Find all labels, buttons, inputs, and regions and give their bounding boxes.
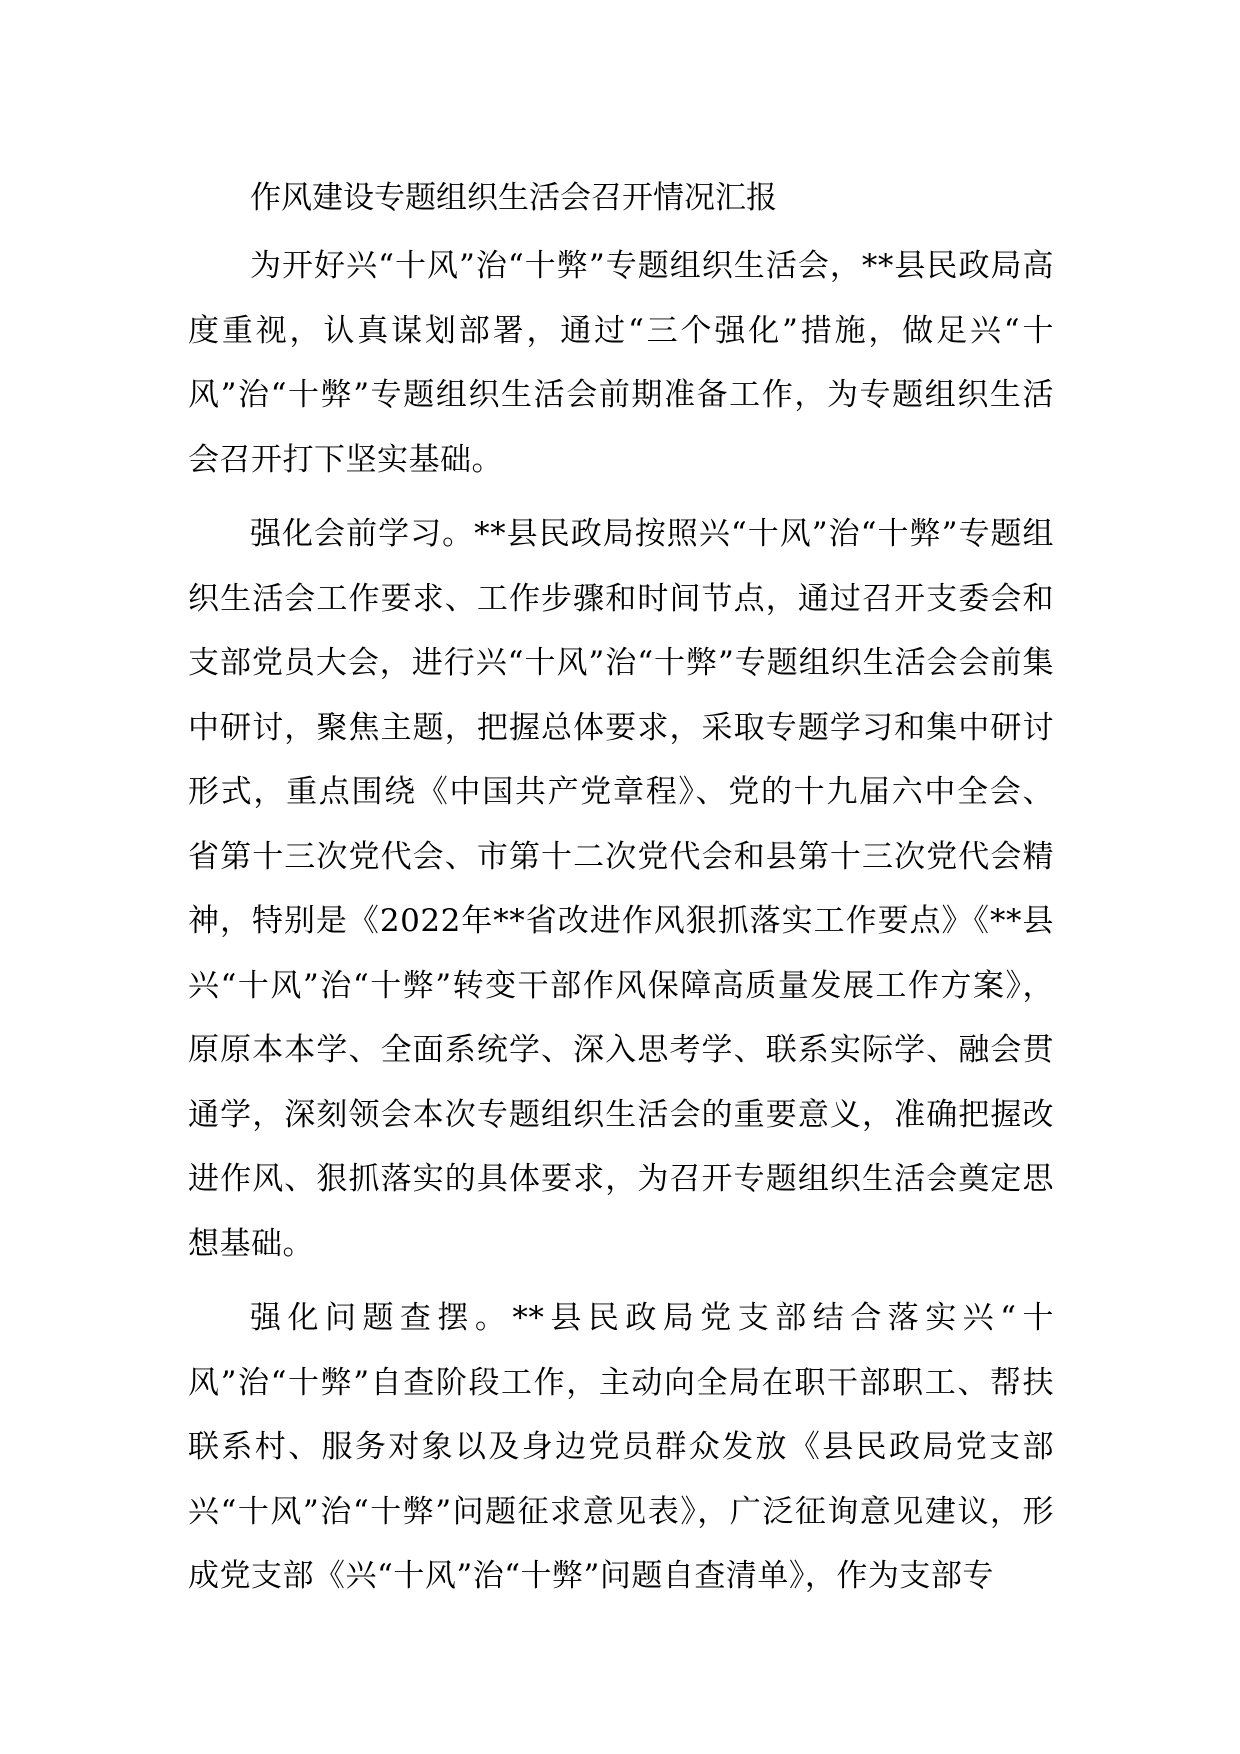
paragraph-intro: 为开好兴“十风”治“十弊”专题组织生活会，**县民政局高度重视，认真谋划部署，通过“三个强化”措施，做足兴“十风”治“十弊”专题组织生活会前期准备工作，为专题组织生活会召开打下坚实基础。	[188, 248, 1054, 478]
paragraph-study: 强化会前学习。**县民政局按照兴“十风”治“十弊”专题组织生活会工作要求、工作步骤和时间节点，通过召开支委会和支部党员大会，进行兴“十风”治“十弊”专题组织生活会会前集中研讨，聚焦主题，把握总体要求，采取专题学习和集中研讨形式，重点围绕《中国共产党章程》、党的十九届六中全会、省第十三次党代会、市第十二次党代会和县第十三次党代会精神，特别是《2022年**省改进作风狠抓落实工作要点》《**县兴“十风”治“十弊”转变干部作风保障高质量发展工作方案》，原原本本学、全面系统学、深入思考学、联系实际学、融会贯通学，深刻领会本次专题组织生活会的重要意义，准确把握改进作风、狠抓落实的具体要求，为召开专题组织生活会奠定思想基础。	[188, 516, 1054, 1262]
document-body	[188, 168, 1054, 1609]
document-title: 作风建设专题组织生活会召开情况汇报	[250, 180, 777, 216]
paragraph-problems: 强化问题查摆。**县民政局党支部结合落实兴“十风”治“十弊”自查阶段工作，主动向全局在职干部职工、帮扶联系村、服务对象以及身边党员群众发放《县民政局党支部兴“十风”治“十弊”问题征求意见表》，广泛征询意见建议，形成党支部《兴“十风”治“十弊”问题自查清单》，作为支部专	[188, 1300, 1054, 1594]
